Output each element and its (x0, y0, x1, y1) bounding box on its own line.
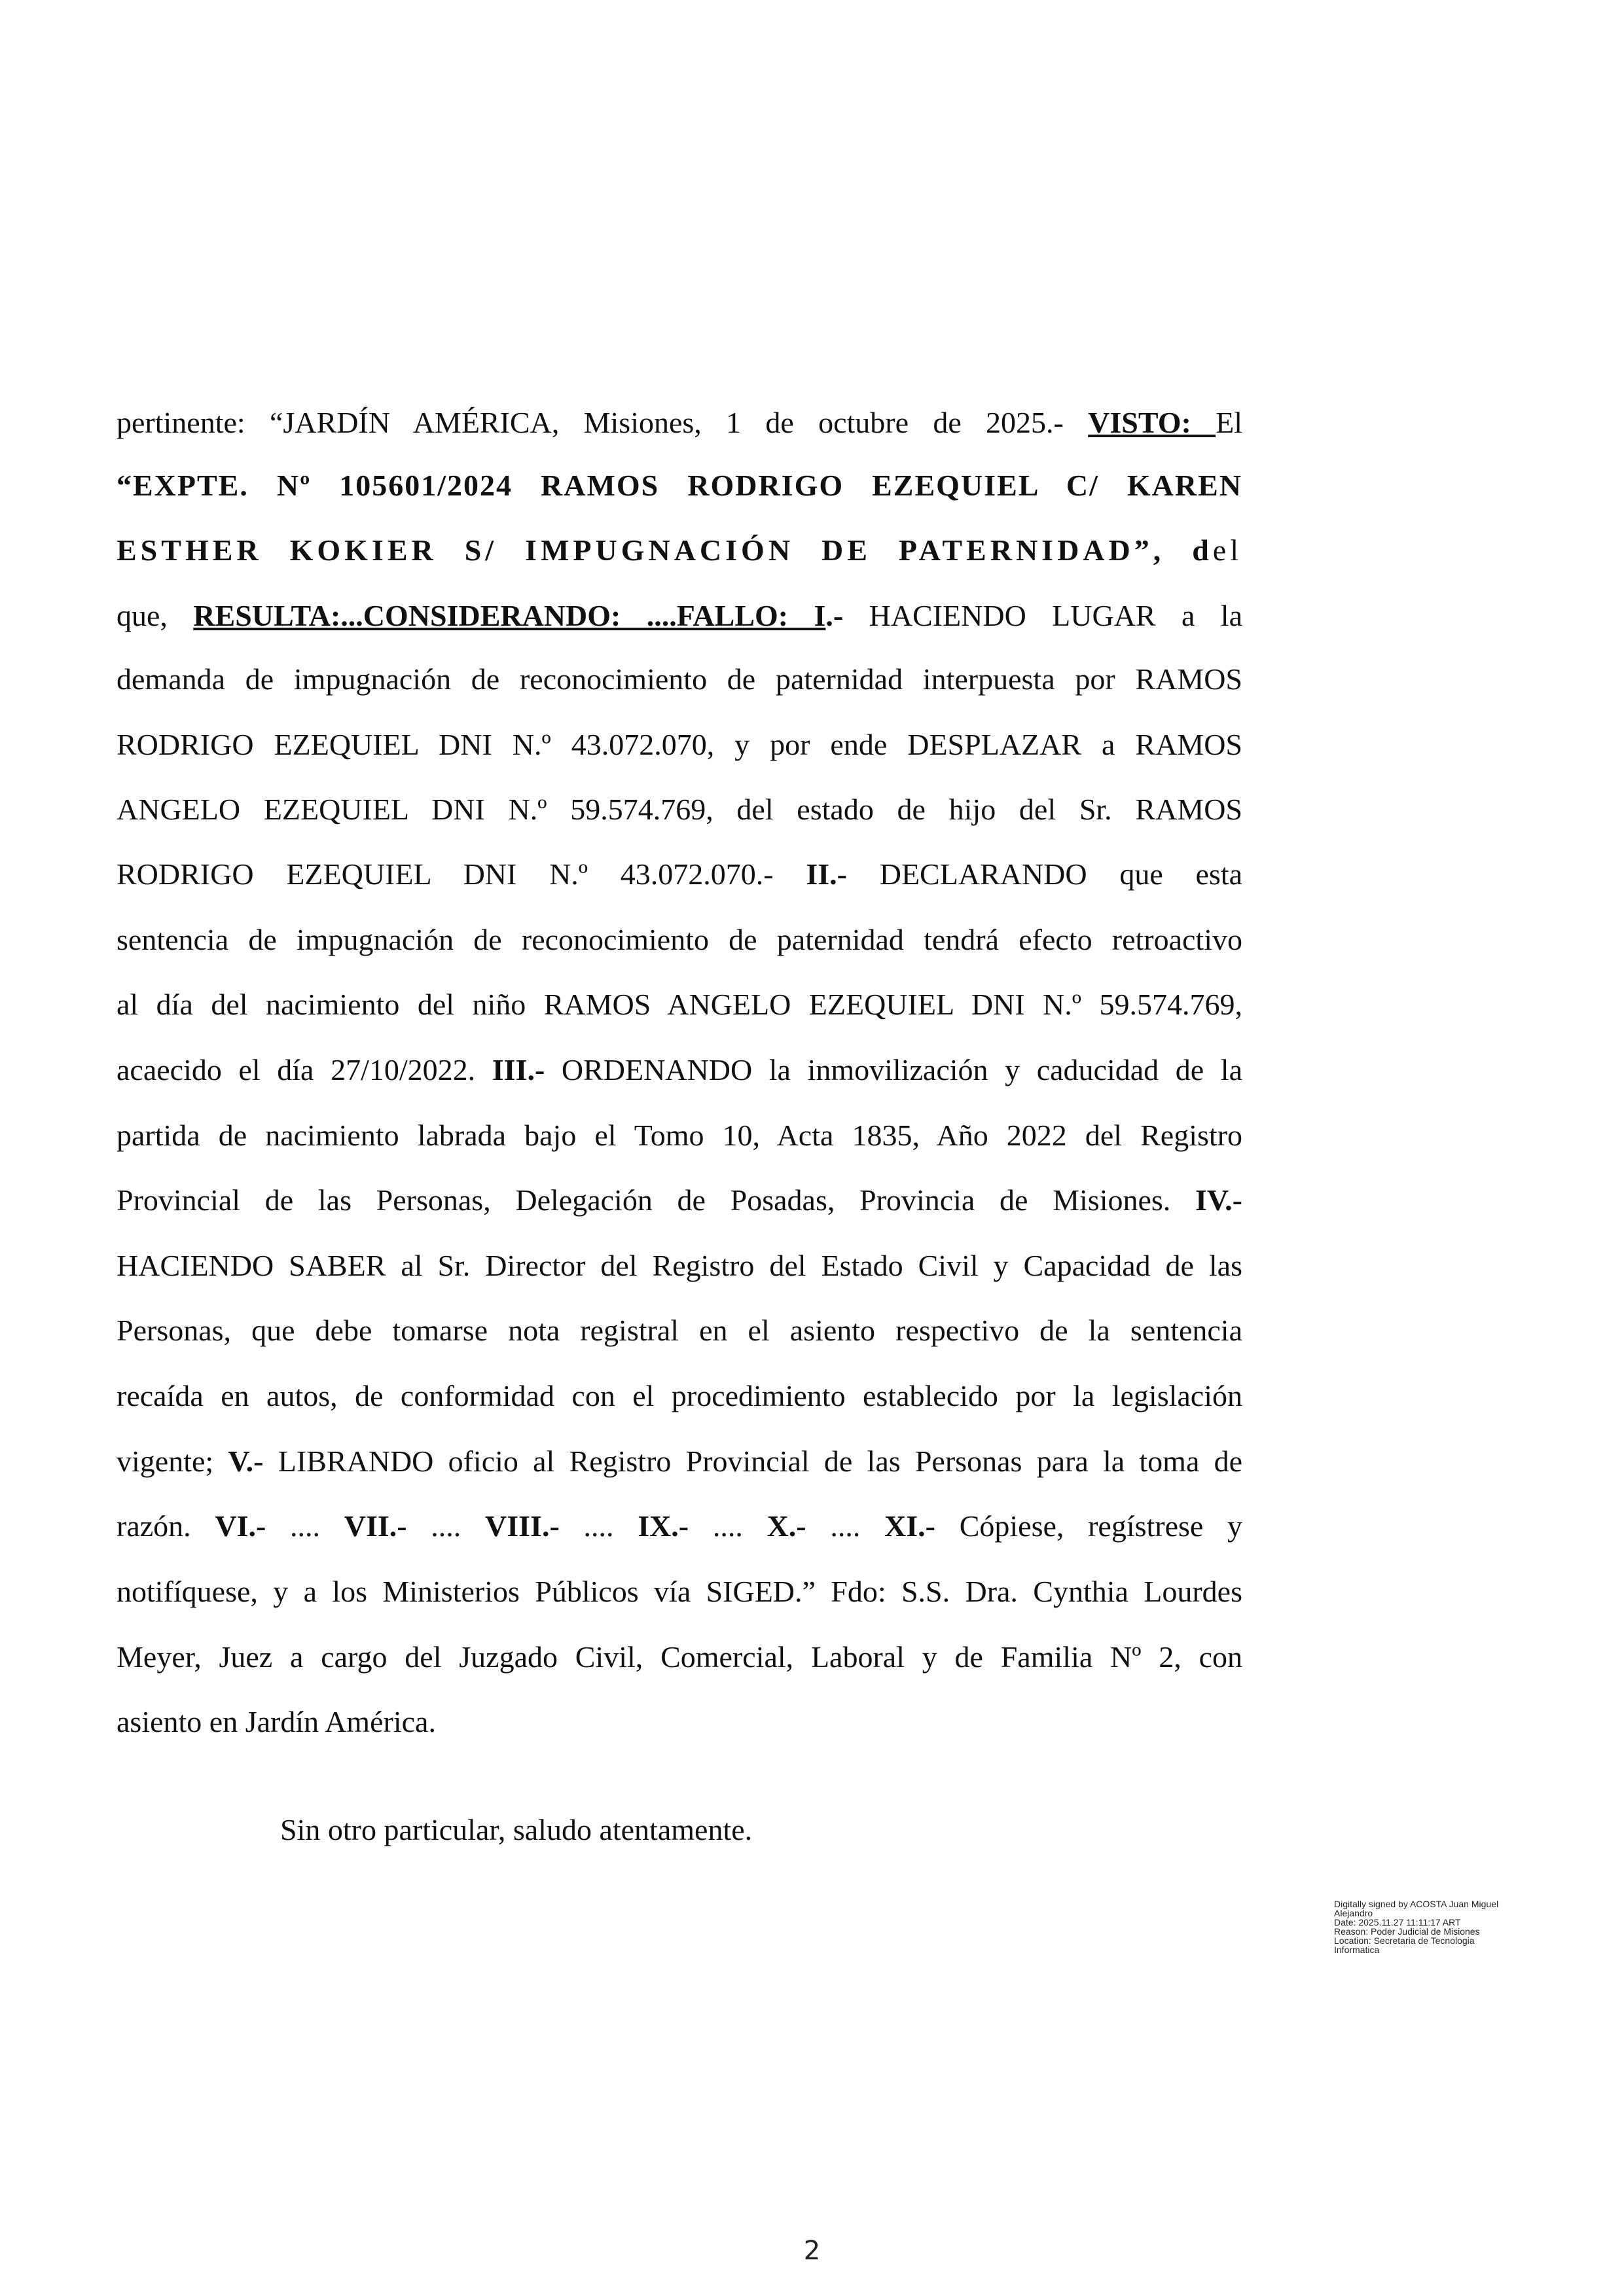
text-run: RODRIGO EZEQUIEL DNI N.º 43.072.070.- (117, 857, 806, 891)
paragraph-line (117, 1246, 1242, 1285)
text-run: IX.- (638, 1509, 713, 1543)
text-run: pertinente: “JARDÍN AMÉRICA, Misiones, 1 de octubre de 2025.- (117, 406, 1089, 439)
text-run: RODRIGO EZEQUIEL DNI N.º 43.072.070, y por ende DESPLAZAR a RAMOS (117, 728, 1242, 761)
signature-line: Informatica (1334, 1945, 1380, 1955)
text-run: ANGELO EZEQUIEL DNI N.º 59.574.769, del estado de hijo del Sr. RAMOS (117, 793, 1242, 826)
text-run: .... (290, 1509, 344, 1543)
text-run: Personas, que debe tomarse nota registral en el asiento respectivo de la sentencia (117, 1314, 1242, 1347)
page-number: 2 (803, 2236, 821, 2266)
text-run: V.- (228, 1444, 278, 1478)
text-run: notifíquese, y a los Ministerios Públicos vía SIGED.” Fdo: S.S. Dra. Cynthia Lourdes (117, 1575, 1242, 1608)
paragraph-line (117, 1572, 1242, 1611)
text-run: ESTHER KOKIER S/ IMPUGNACIÓN DE PATERNIDAD”, d (117, 533, 1213, 567)
text-run: HACIENDO LUGAR a la (869, 599, 1242, 632)
text-run: Meyer, Juez a cargo del Juzgado Civil, Comercial, Laboral y de Familia Nº 2, con (117, 1640, 1242, 1674)
text-run: X.- (767, 1509, 831, 1543)
text-run: .... (431, 1509, 486, 1543)
paragraph-line (117, 1116, 1242, 1155)
paragraph-line (117, 1442, 1242, 1481)
signature-line: Reason: Poder Judicial de Misiones (1334, 1926, 1480, 1937)
text-run: DECLARANDO que esta (879, 857, 1243, 891)
text-run: El (1216, 406, 1242, 439)
text-run: .- (825, 599, 869, 632)
text-run: acaecido el día 27/10/2022. (117, 1053, 492, 1086)
text-run: HACIENDO SABER al Sr. Director del Registro del Estado Civil y Capacidad de las (117, 1249, 1242, 1282)
paragraph-line (117, 660, 1242, 699)
paragraph-line (117, 725, 1242, 764)
paragraph-line (117, 1181, 1242, 1220)
paragraph-line (117, 1376, 1242, 1416)
paragraph-line (117, 466, 1242, 505)
text-run: asiento en Jardín América. (117, 1705, 436, 1738)
text-run: VII.- (344, 1509, 431, 1543)
signature-line: Digitally signed by ACOSTA Juan Miguel (1334, 1899, 1499, 1909)
paragraph-line (117, 1311, 1242, 1350)
text-run: .... (830, 1509, 885, 1543)
paragraph-line (117, 1702, 1242, 1742)
text-run: vigente; (117, 1444, 228, 1478)
text-run: VIII.- (485, 1509, 584, 1543)
signature-line: Alejandro (1334, 1908, 1373, 1918)
text-run: sentencia de impugnación de reconocimiento de paternidad tendrá efecto retroactivo (117, 923, 1242, 956)
text-run: .... (712, 1509, 767, 1543)
text-run: II.- (806, 857, 880, 891)
signature-line: Date: 2025.11.27 11:11:17 ART (1334, 1917, 1461, 1928)
text-run: recaída en autos, de conformidad con el procedimiento establecido por la legislación (117, 1379, 1242, 1412)
digital-signature-block (1334, 1899, 1543, 1954)
text-run: al día del nacimiento del niño RAMOS ANGELO EZEQUIEL DNI N.º 59.574.769, (117, 988, 1242, 1021)
text-run: Provincial de las Personas, Delegación de Posadas, Provincia de Misiones. (117, 1183, 1195, 1217)
paragraph-line (117, 855, 1242, 894)
text-run: VI.- (215, 1509, 291, 1543)
text-run: .... (583, 1509, 638, 1543)
text-run: III.- (492, 1053, 562, 1086)
paragraph-line (117, 1050, 1242, 1090)
text-run: ORDENANDO la inmovilización y caducidad de la (561, 1053, 1242, 1086)
text-run: VISTO: (1088, 406, 1216, 439)
text-run: IV.- (1195, 1183, 1242, 1217)
text-run: el (1212, 533, 1242, 567)
signature-line: Location: Secretaria de Tecnologia (1334, 1935, 1475, 1946)
text-run: “EXPTE. Nº 105601/2024 RAMOS RODRIGO EZEQUIEL C/ KAREN (117, 469, 1242, 502)
paragraph-line (117, 531, 1242, 570)
paragraph-line (117, 1507, 1242, 1546)
text-run: XI.- (884, 1509, 960, 1543)
paragraph-line (117, 596, 1242, 636)
text-run: razón. (117, 1509, 215, 1543)
text-run: Cópiese, regístrese y (959, 1509, 1243, 1543)
paragraph-line (117, 403, 1242, 442)
text-run: partida de nacimiento labrada bajo el Tomo 10, Acta 1835, Año 2022 del Registro (117, 1119, 1242, 1152)
paragraph-line (117, 790, 1242, 829)
text-run: RESULTA:...CONSIDERANDO: ....FALLO: I (193, 599, 826, 632)
text-run: demanda de impugnación de reconocimiento de paternidad interpuesta por RAMOS (117, 662, 1242, 696)
text-run: que, (117, 599, 194, 632)
closing-text: Sin otro particular, saludo atentamente. (280, 1813, 753, 1846)
paragraph-line (117, 985, 1242, 1024)
text-run: LIBRANDO oficio al Registro Provincial de las Personas para la toma de (278, 1444, 1242, 1478)
paragraph-line (117, 920, 1242, 960)
paragraph-line (117, 1638, 1242, 1677)
